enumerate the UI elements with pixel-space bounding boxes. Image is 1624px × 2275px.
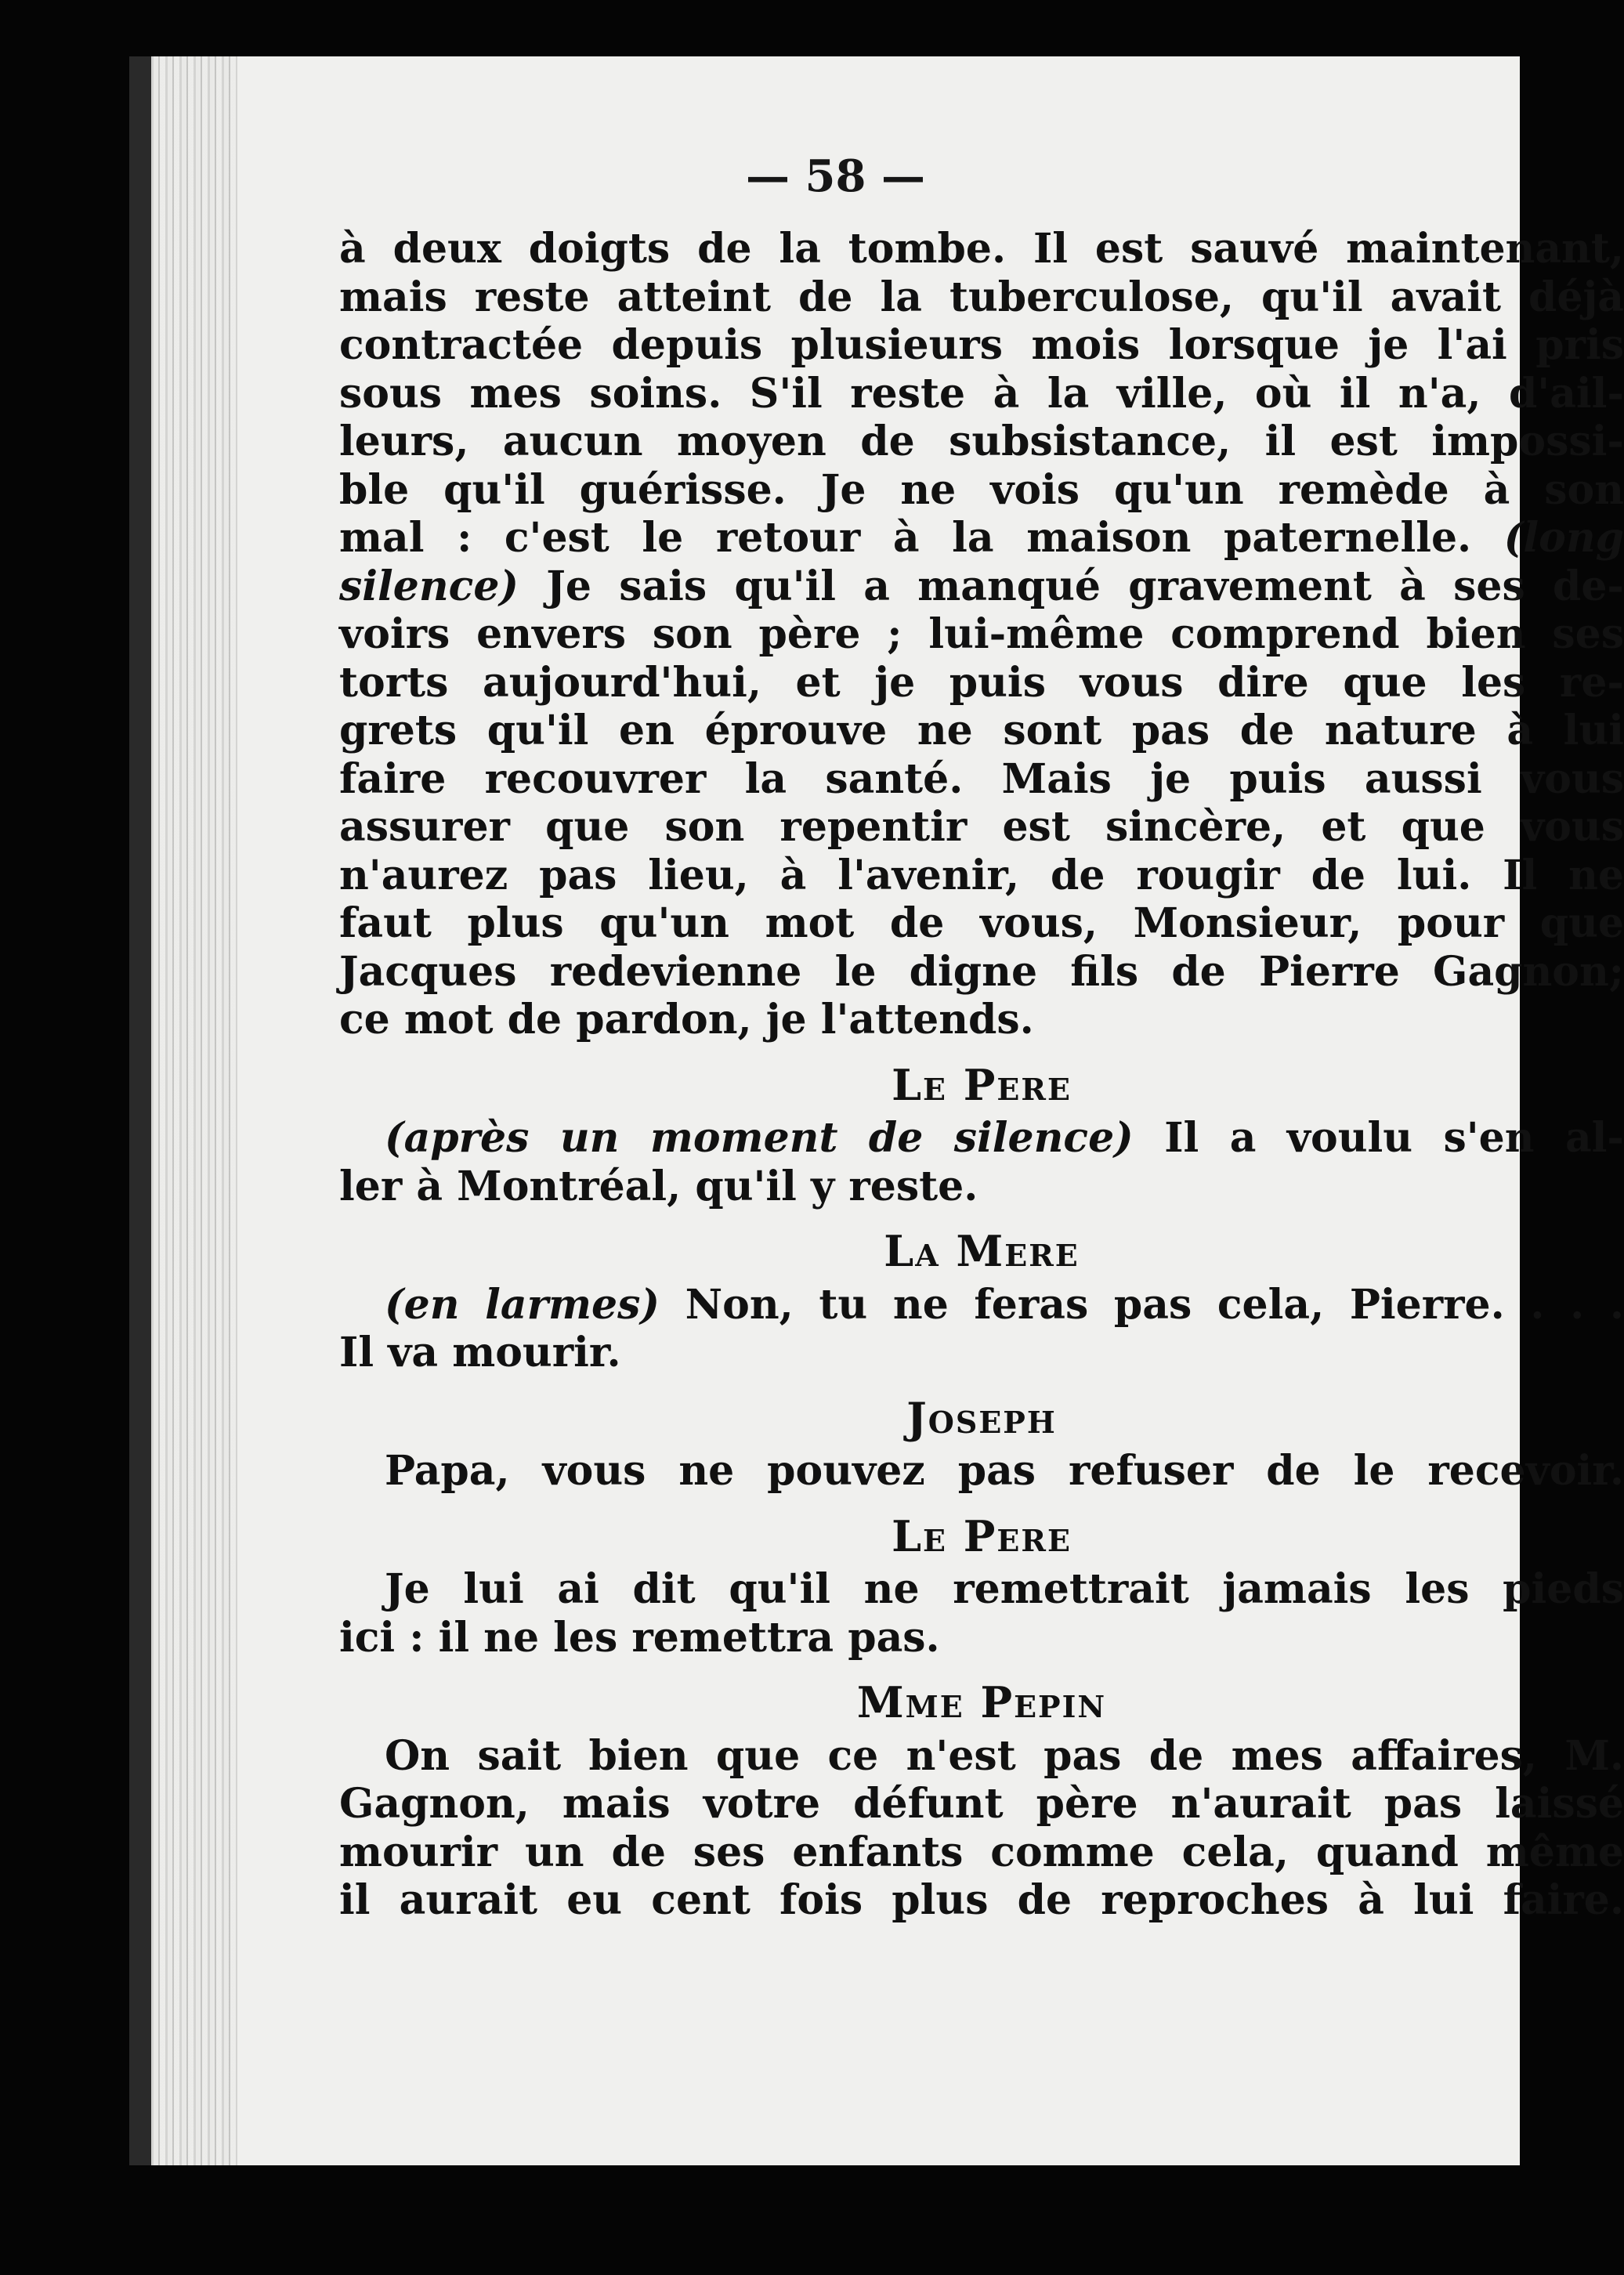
text-line: assurer que son repentir est sincère, et que vous — [339, 803, 1624, 851]
exchange — [339, 1679, 1624, 1925]
book-page — [129, 56, 1624, 2165]
speaker-name: Le Pere — [892, 1510, 1072, 1561]
text-line: faire recouvrer la santé. Mais je puis aussi vous — [339, 754, 1624, 803]
exchange — [339, 1059, 1624, 1211]
dialogue-line: Il va mourir. — [339, 1329, 621, 1376]
dialogue-line — [339, 1281, 1624, 1329]
stage-direction: silence) — [339, 562, 519, 610]
text-line-with-direction — [339, 514, 1624, 562]
speaker-name: Le Pere — [892, 1059, 1072, 1110]
dialogue-line: Papa, vous ne pouvez pas refuser de le recevoir. — [385, 1447, 1624, 1495]
dialogue-line: ler à Montréal, qu'il y reste. — [339, 1162, 978, 1210]
text-line-part: Je sais qu'il a manqué gravement à ses de- — [546, 562, 1624, 610]
dialogue-line: Gagnon, mais votre défunt père n'aurait pas laissé — [339, 1780, 1624, 1828]
dialogue-text: Non, tu ne feras pas cela, Pierre. . . . — [685, 1280, 1624, 1329]
speaker-name: Joseph — [906, 1392, 1057, 1443]
page-number: — 58 — — [746, 150, 925, 202]
text-line: grets qu'il en éprouve ne sont pas de nature à lui — [339, 707, 1624, 754]
text-line: torts aujourd'hui, et je puis vous dire que les re- — [339, 658, 1624, 707]
text-line: n'aurez pas lieu, à l'avenir, de rougir de lui. Il ne — [339, 851, 1624, 899]
text-line: leurs, aucun moyen de subsistance, il est impossi- — [339, 418, 1624, 465]
stage-direction: (après un moment de silence) — [385, 1114, 1134, 1162]
text-line: faut plus qu'un mot de vous, Monsieur, pour que — [339, 899, 1624, 947]
text-line: mais reste atteint de la tuberculose, qu'il avait déjà — [339, 273, 1624, 321]
dialogue-line: ici : il ne les remettra pas. — [339, 1613, 940, 1662]
text-line-part: mal : c'est le retour à la maison paternelle. — [339, 514, 1472, 562]
dialogue-line: mourir un de ses enfants comme cela, quand même — [339, 1828, 1624, 1876]
text-line: voirs envers son père ; lui-même comprend bien ses — [339, 610, 1624, 658]
text-line: ce mot de pardon, je l'attends. — [339, 996, 1034, 1043]
text-line: à deux doigts de la tombe. Il est sauvé maintenant, — [339, 225, 1624, 273]
stage-direction: (en larmes) — [385, 1280, 660, 1329]
text-line-with-direction — [339, 562, 1624, 611]
dialogue-line — [339, 1114, 1624, 1163]
speaker-name: Mme Pepin — [856, 1677, 1107, 1727]
dialogue-line: Je lui ai dit qu'il ne remettrait jamais les pieds — [385, 1565, 1624, 1613]
dialogue-line: On sait bien que ce n'est pas de mes affaires, M. — [385, 1731, 1624, 1780]
text-line: sous mes soins. S'il reste à la ville, où il n'a, d'ail- — [339, 369, 1624, 418]
dialogue-text: Il a voulu s'en al- — [1164, 1114, 1624, 1162]
exchange — [339, 1394, 1624, 1496]
text-line: contractée depuis plusieurs mois lorsque je l'ai pris — [339, 321, 1624, 369]
dialogue-line: il aurait eu cent fois plus de reproches à lui faire. — [339, 1876, 1624, 1924]
opening-paragraph — [339, 225, 1624, 1044]
speaker-name: La Mere — [884, 1226, 1080, 1276]
exchange — [339, 1510, 1624, 1662]
text-line: ble qu'il guérisse. Je ne vois qu'un remède à son — [339, 465, 1624, 514]
page-text — [339, 225, 1624, 1925]
stage-direction: (long — [1503, 514, 1624, 562]
text-line: Jacques redevienne le digne fils de Pierre Gagnon; — [339, 947, 1624, 996]
exchange — [339, 1228, 1624, 1377]
